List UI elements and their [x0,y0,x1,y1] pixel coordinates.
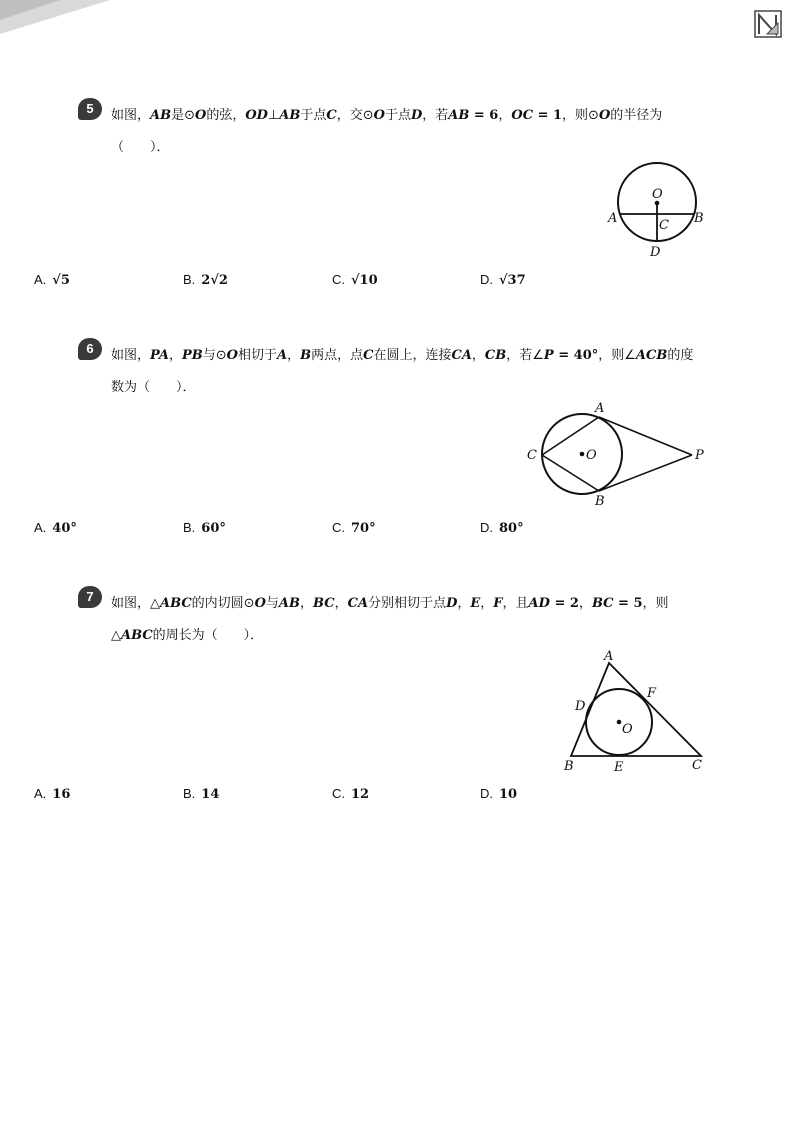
math-term: ABC [121,628,153,643]
stem-text: 的半径为（ ）． [111,108,663,155]
stem-text: 与⊙ [202,348,227,363]
label-P: P [695,448,704,463]
math-term: BC [313,596,335,611]
stem-text: ，则⊙ [562,108,599,123]
stem-text: ，则△ [111,596,669,643]
options-q7 [34,786,634,806]
stem-text: 在圆上，连接 [373,348,452,363]
label-C: C [692,758,702,773]
option-d[interactable]: D. 10 [480,786,518,802]
stem-text: 的周长为（ ）． [152,628,264,643]
math-term: AB [448,108,470,123]
stem-text: ，交⊙ [336,108,374,123]
figure-tangents [520,398,716,510]
label-C: C [527,448,537,463]
corner-decoration [0,0,130,36]
stem-text: ⊥ [267,108,280,123]
option-a[interactable]: A. 40° [34,520,77,536]
math-term: D [410,108,423,123]
option-c[interactable]: C. √10 [332,272,378,288]
option-a[interactable]: A. √5 [34,272,70,288]
math-term: PA [150,348,169,363]
math-term: AB [278,596,300,611]
math-term: A [276,348,288,363]
math-term: CB [484,348,507,363]
math-term: C [326,108,337,123]
stem-text: ， [498,108,512,123]
math-term: PB [181,348,203,363]
stem-text: 与 [265,596,279,611]
math-term: AB [279,108,301,123]
math-term: C [363,348,374,363]
stem-text: ， [168,348,182,363]
figure-incircle [556,646,712,774]
math-term: P [543,348,554,363]
math-term: O [195,108,207,123]
stem-text: ， [334,596,348,611]
label-B: B [564,759,574,774]
question-stem [111,100,701,164]
question-number-badge: 5 [78,98,102,120]
stem-text: 的弦， [206,108,246,123]
stem-text: ，则∠ [598,348,636,363]
label-F: F [647,686,657,701]
stem-text: 的内切圆⊙ [191,596,255,611]
math-term: CA [451,348,472,363]
math-term: B [300,348,312,363]
label-O: O [586,448,597,463]
option-d[interactable]: D. √37 [480,272,526,288]
label-B: B [694,211,704,226]
options-q6 [34,520,634,540]
stem-text: 于点 [384,108,411,123]
stem-text: ， [287,348,301,363]
math-value: = 5 [613,596,643,611]
stem-text: ， [480,596,494,611]
stem-text: 相切于 [237,348,277,363]
option-c[interactable]: C. 12 [332,786,370,802]
option-d[interactable]: D. 80° [480,520,524,536]
stem-text: 于点 [300,108,327,123]
math-term: D [446,596,458,611]
stem-text: 分别相切于点 [368,596,447,611]
option-c[interactable]: C. 70° [332,520,376,536]
label-A: A [604,649,614,664]
brand-logo-icon [754,10,782,38]
stem-text: ，若 [422,108,449,123]
stem-text: ，且 [502,596,529,611]
stem-text: ，若∠ [506,348,544,363]
figure-circle-chord [600,160,720,264]
label-E: E [614,760,624,774]
option-b[interactable]: B. 60° [183,520,226,536]
math-term: O [226,348,238,363]
question-stem [111,340,701,404]
math-term: OD [245,108,268,123]
math-term: O [598,108,611,123]
label-D: D [575,699,586,714]
stem-text: ， [578,596,592,611]
math-term: O [373,108,385,123]
math-value: = 2 [549,596,579,611]
question-number-badge: 6 [78,338,102,360]
math-term: AB [150,108,172,123]
math-value: = 1 [533,108,563,123]
math-term: AD [528,596,550,611]
math-term: F [493,596,503,611]
option-b[interactable]: B. 2√2 [183,272,228,288]
question-number-badge: 7 [78,586,102,608]
option-b[interactable]: B. 14 [183,786,220,802]
stem-text: ， [471,348,485,363]
stem-text: 如图， [111,348,151,363]
math-term: BC [591,596,614,611]
stem-text: ， [457,596,471,611]
math-term: CA [347,596,369,611]
label-B: B [595,494,605,509]
label-A: A [595,401,605,416]
math-term: O [254,596,266,611]
stem-text: ， [300,596,314,611]
stem-text: 如图，△ [111,596,160,611]
label-D: D [650,245,661,260]
label-A: A [608,211,618,226]
math-value: = 40° [553,348,599,363]
stem-text: 的度数为（ ）． [111,348,694,395]
stem-text: 两点，点 [311,348,364,363]
math-term: ACB [635,348,668,363]
math-value: = 6 [469,108,499,123]
option-a[interactable]: A. 16 [34,786,71,802]
question-stem [111,588,701,652]
math-term: OC [511,108,534,123]
label-O: O [622,722,633,737]
label-O: O [652,187,663,202]
math-term: ABC [160,596,192,611]
stem-text: 如图， [111,108,151,123]
label-C: C [659,218,669,233]
stem-text: 是⊙ [171,108,195,123]
options-q5 [34,272,634,292]
math-term: E [470,596,481,611]
